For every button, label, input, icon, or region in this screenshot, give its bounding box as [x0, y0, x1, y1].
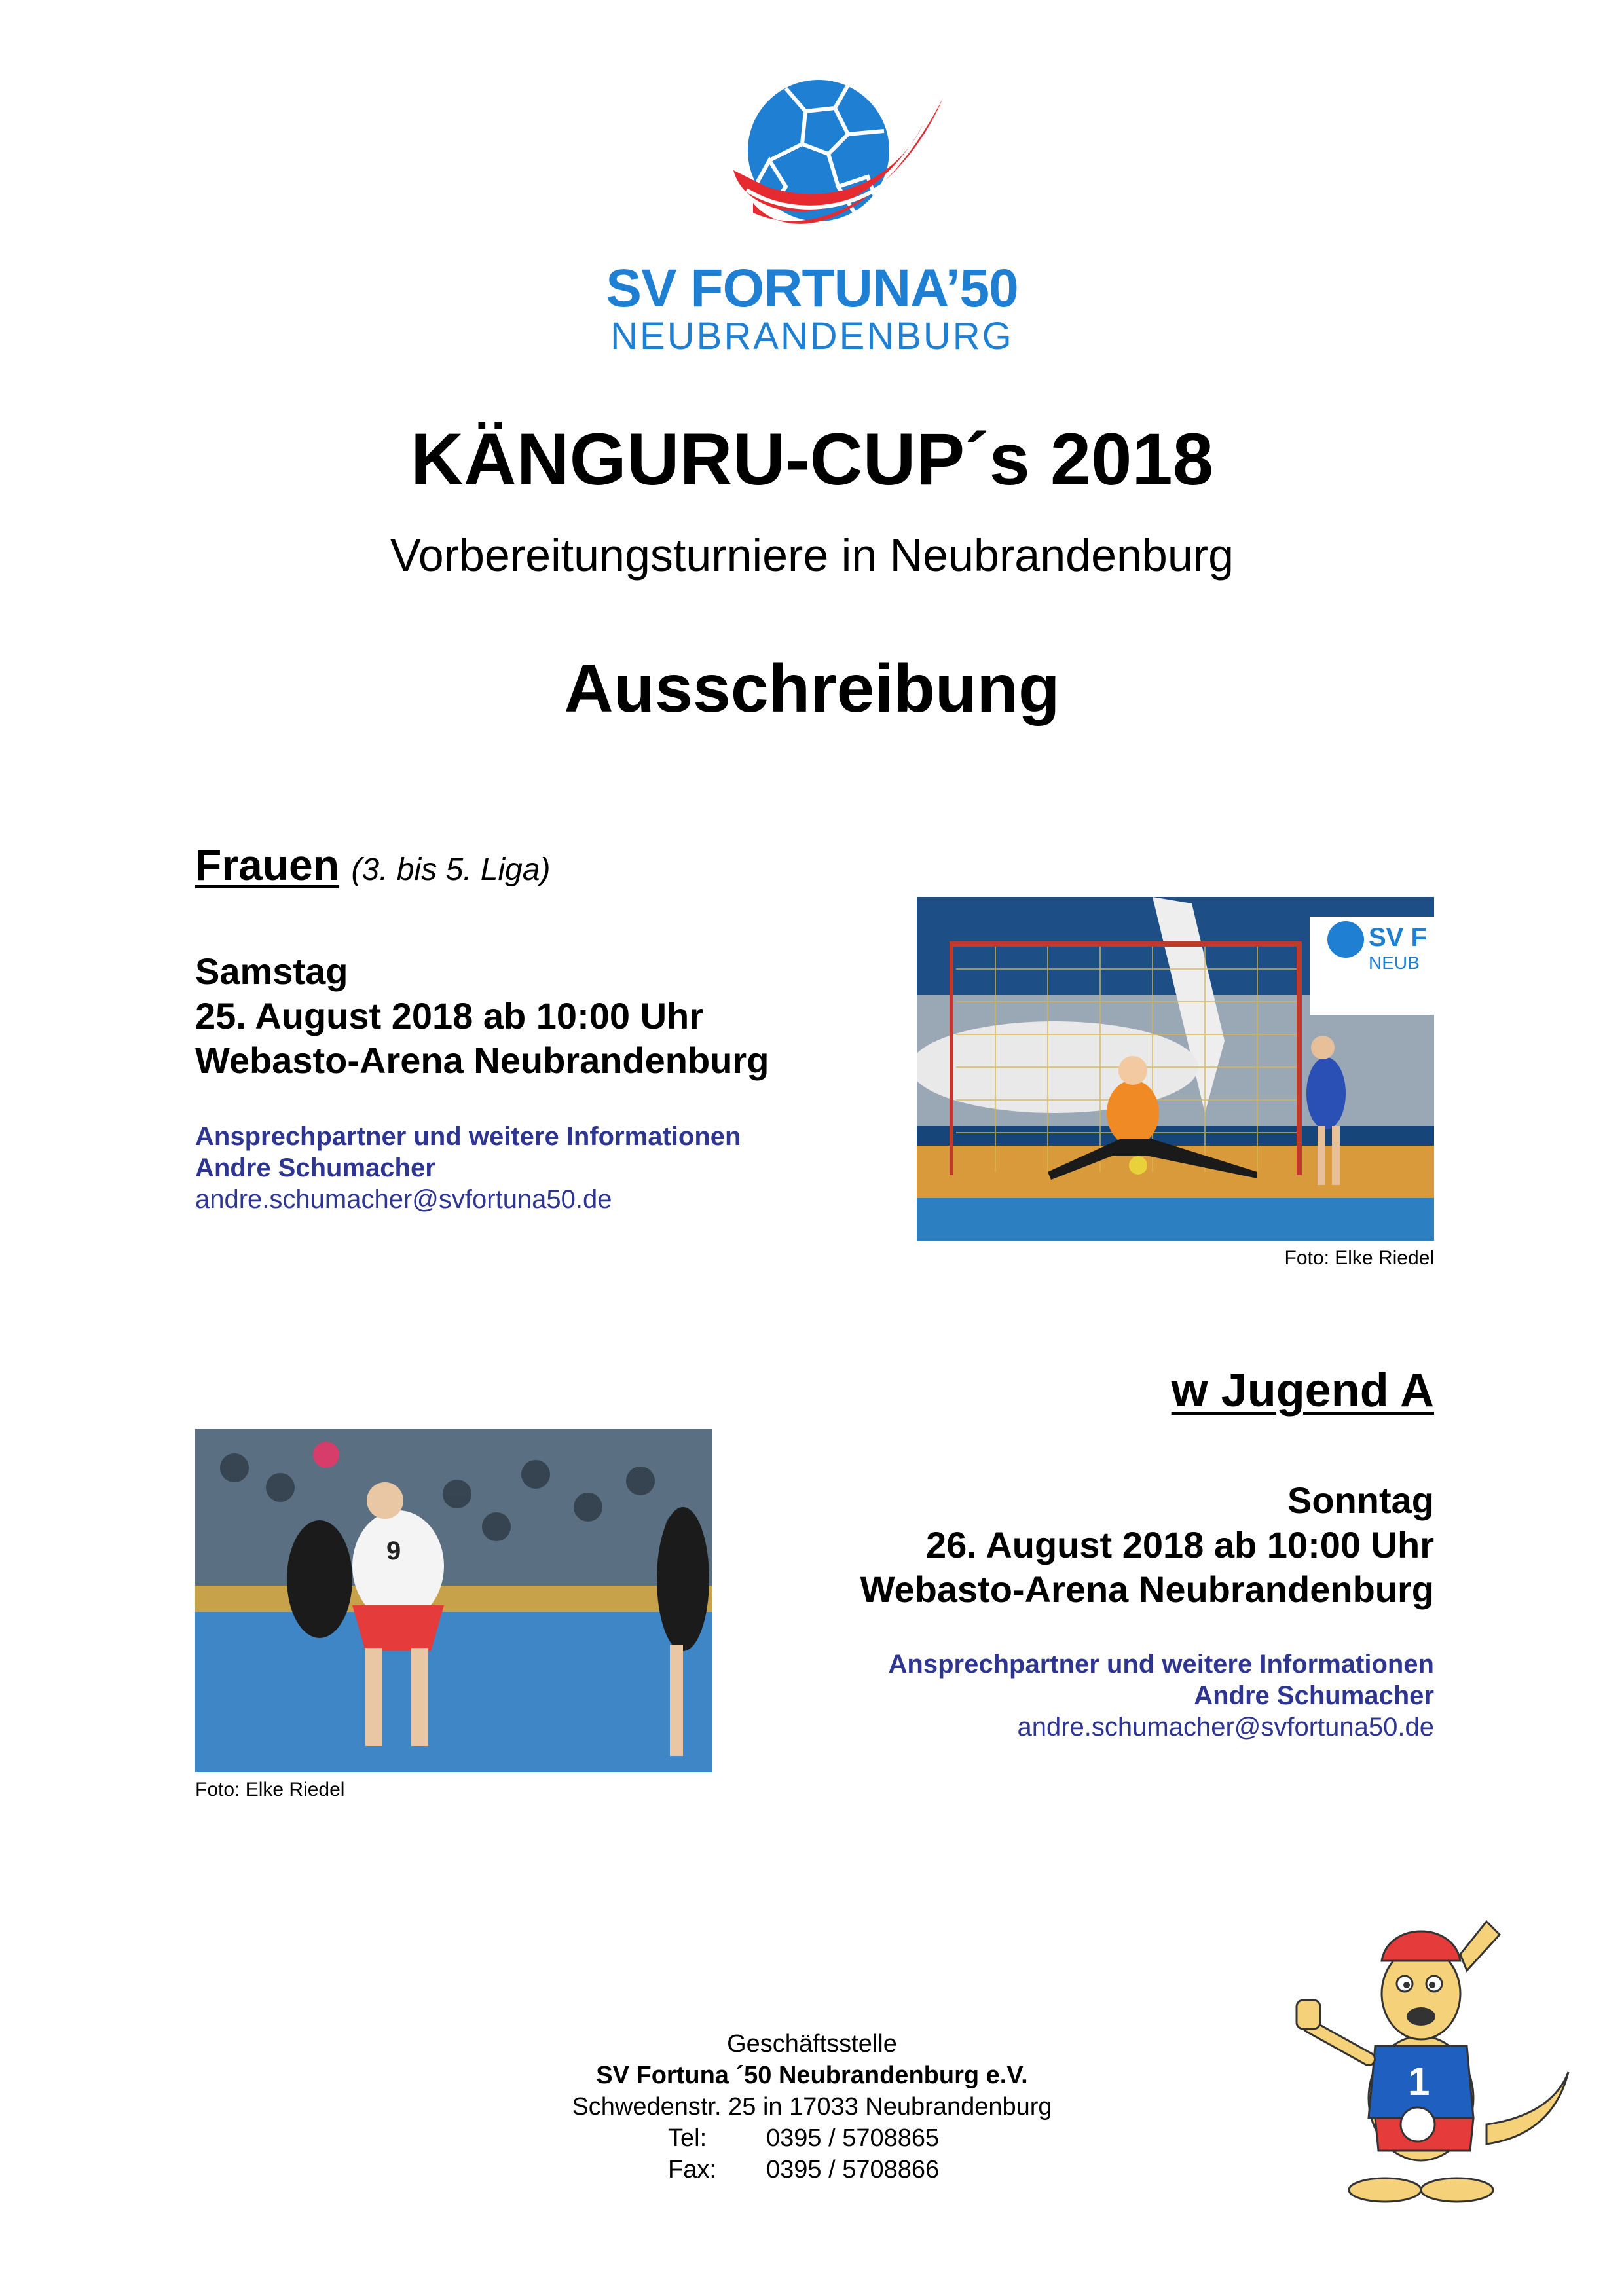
jugend-contact-email-link[interactable]: andre.schumacher@svfortuna50.de	[1017, 1713, 1434, 1741]
frauen-league-note: (3. bis 5. Liga)	[351, 852, 551, 887]
footer-tel	[419, 2123, 1205, 2154]
frauen-venue: Webasto-Arena Neubrandenburg	[195, 1040, 769, 1081]
jugend-label: w Jugend A	[1171, 1364, 1434, 1417]
frauen-contact-heading: Ansprechpartner und weitere Informationen	[195, 1122, 741, 1151]
frauen-contact-email-link[interactable]: andre.schumacher@svfortuna50.de	[195, 1185, 612, 1214]
footer-address	[419, 2028, 1205, 2185]
jugend-contact-name: Andre Schumacher	[1194, 1681, 1434, 1710]
jugend-contact-heading: Ansprechpartner und weitere Informationen	[888, 1650, 1434, 1679]
page-subtitle: Vorbereitungsturniere in Neubrandenburg	[390, 530, 1234, 581]
photo-sign-subtext: NEUB	[1369, 953, 1420, 973]
frauen-contact	[195, 1121, 915, 1215]
frauen-section-heading	[195, 841, 551, 889]
handball-players-photo	[195, 1429, 712, 1772]
photo2-caption: Foto: Elke Riedel	[195, 1779, 345, 1800]
footer-fax	[419, 2154, 1205, 2185]
logo-club-name: SV FORTUNA’50	[606, 259, 1018, 318]
frauen-datetime: 25. August 2018 ab 10:00 Uhr	[195, 995, 704, 1036]
jugend-section-heading	[851, 1365, 1434, 1417]
footer-fax-label: Fax:	[668, 2156, 716, 2183]
goalkeeper-photo	[917, 897, 1434, 1241]
footer-club-name: SV Fortuna ´50 Neubrandenburg e.V.	[596, 2062, 1028, 2089]
footer-tel-label: Tel:	[668, 2124, 707, 2152]
jugend-contact	[720, 1649, 1434, 1743]
page-title: KÄNGURU-CUP´s 2018	[410, 418, 1214, 500]
jugend-day: Sonntag	[1287, 1480, 1434, 1521]
frauen-label: Frauen	[195, 841, 340, 889]
document-heading: Ausschreibung	[564, 651, 1060, 727]
logo-city: NEUBRANDENBURG	[610, 315, 1014, 357]
footer-fax-number: 0395 / 5708866	[766, 2156, 940, 2183]
jugend-event-details	[720, 1478, 1434, 1612]
jugend-datetime: 26. August 2018 ab 10:00 Uhr	[925, 1524, 1434, 1565]
footer-street: Schwedenstr. 25 in 17033 Neubrandenburg	[572, 2093, 1052, 2121]
footer-tel-number: 0395 / 5708865	[766, 2124, 940, 2152]
photo1-caption: Foto: Elke Riedel	[1284, 1247, 1434, 1269]
frauen-contact-name: Andre Schumacher	[195, 1154, 435, 1182]
kangaroo-mascot-icon	[1270, 1908, 1572, 2210]
frauen-event-details	[195, 949, 915, 1083]
svg-text:9: 9	[386, 1537, 401, 1565]
photo-sign-text: SV F	[1369, 923, 1427, 952]
club-logo-icon	[707, 72, 956, 282]
logo-text	[602, 259, 1022, 357]
frauen-day: Samstag	[195, 951, 348, 992]
svg-text:1: 1	[1408, 2060, 1430, 2104]
jugend-venue: Webasto-Arena Neubrandenburg	[860, 1569, 1434, 1610]
footer-office: Geschäftsstelle	[727, 2030, 897, 2058]
